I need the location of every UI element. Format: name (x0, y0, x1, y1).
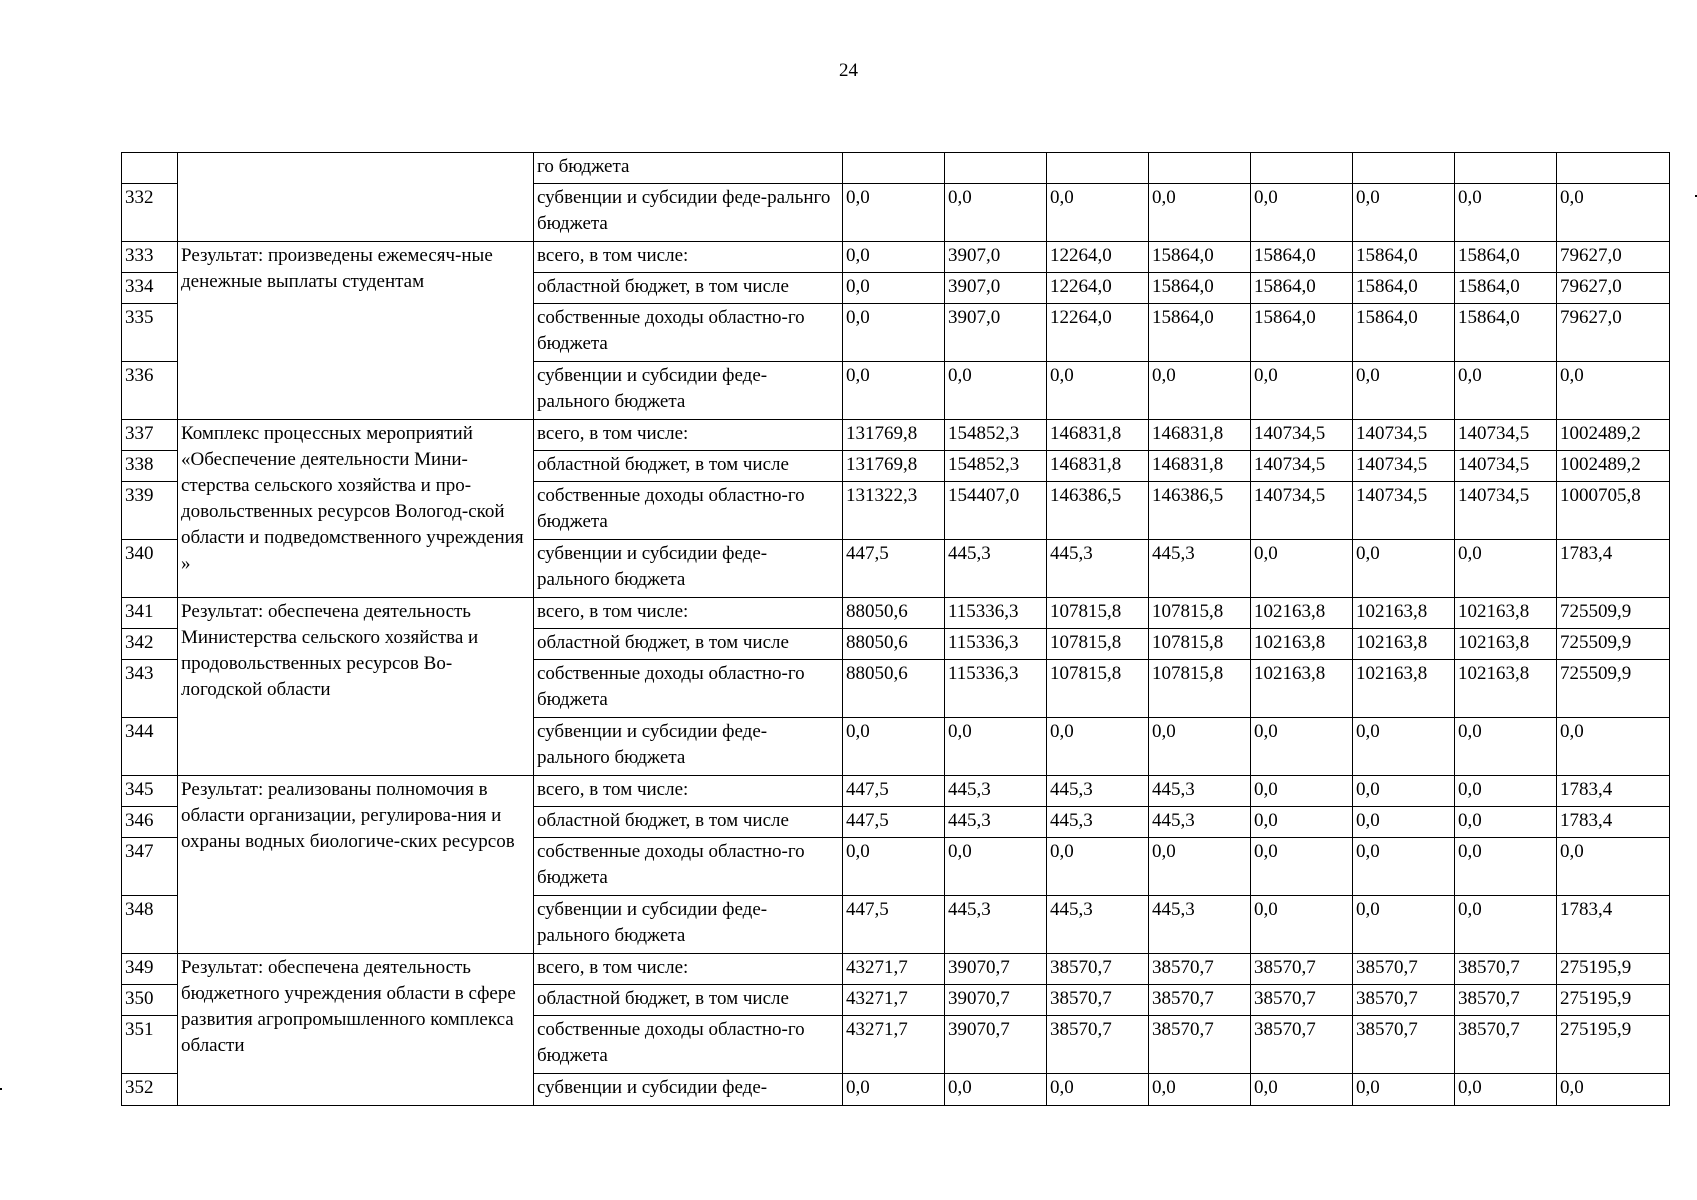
year-value-cell: 38570,7 (1047, 954, 1149, 985)
year-value-cell: 445,3 (1047, 540, 1149, 598)
year-value-cell: 102163,8 (1251, 629, 1353, 660)
total-value-cell: 0,0 (1557, 838, 1670, 896)
year-value-cell: 43271,7 (843, 954, 945, 985)
row-number: 349 (122, 954, 178, 985)
year-value-cell: 38570,7 (1149, 954, 1251, 985)
year-value-cell: 39070,7 (945, 954, 1047, 985)
table-row (122, 153, 1670, 184)
total-value-cell: 275195,9 (1557, 954, 1670, 985)
year-value-cell: 445,3 (1047, 896, 1149, 954)
year-value-cell: 15864,0 (1353, 304, 1455, 362)
total-value-cell: 1002489,2 (1557, 420, 1670, 451)
year-value-cell: 115336,3 (945, 660, 1047, 718)
row-number (122, 153, 178, 184)
year-value-cell: 445,3 (1149, 896, 1251, 954)
total-value-cell: 1783,4 (1557, 896, 1670, 954)
funding-source: областной бюджет, в том числе (534, 807, 843, 838)
total-value-cell: 725509,9 (1557, 629, 1670, 660)
year-value-cell: 140734,5 (1251, 451, 1353, 482)
total-value-cell: 79627,0 (1557, 304, 1670, 362)
result-description: Результат: произведены ежемесяч-ные денежные выплаты студентам (178, 242, 534, 420)
year-value-cell: 0,0 (1251, 718, 1353, 776)
year-value-cell: 107815,8 (1149, 660, 1251, 718)
funding-source: областной бюджет, в том числе (534, 985, 843, 1016)
year-value-cell: 140734,5 (1455, 420, 1557, 451)
year-value-cell: 445,3 (945, 807, 1047, 838)
year-value-cell: 0,0 (1149, 1074, 1251, 1106)
total-value-cell: 725509,9 (1557, 598, 1670, 629)
year-value-cell: 0,0 (1353, 184, 1455, 242)
row-number: 343 (122, 660, 178, 718)
total-value-cell: 1783,4 (1557, 776, 1670, 807)
year-value-cell: 38570,7 (1149, 985, 1251, 1016)
year-value-cell: 107815,8 (1149, 629, 1251, 660)
year-value-cell: 15864,0 (1149, 273, 1251, 304)
year-value-cell: 43271,7 (843, 1016, 945, 1074)
year-value-cell: 3907,0 (945, 242, 1047, 273)
year-value-cell (1251, 153, 1353, 184)
year-value-cell: 38570,7 (1455, 985, 1557, 1016)
year-value-cell: 102163,8 (1455, 598, 1557, 629)
year-value-cell: 88050,6 (843, 660, 945, 718)
year-value-cell: 0,0 (1251, 1074, 1353, 1106)
row-number: 340 (122, 540, 178, 598)
year-value-cell: 0,0 (1455, 1074, 1557, 1106)
year-value-cell: 0,0 (945, 1074, 1047, 1106)
year-value-cell: 0,0 (1047, 184, 1149, 242)
year-value-cell: 0,0 (1149, 362, 1251, 420)
row-number: 341 (122, 598, 178, 629)
year-value-cell: 445,3 (945, 540, 1047, 598)
funding-source: всего, в том числе: (534, 598, 843, 629)
year-value-cell: 15864,0 (1455, 304, 1557, 362)
year-value-cell: 140734,5 (1353, 451, 1455, 482)
year-value-cell: 447,5 (843, 776, 945, 807)
year-value-cell: 102163,8 (1251, 660, 1353, 718)
table-row (122, 598, 1670, 629)
row-number: 335 (122, 304, 178, 362)
funding-source: собственные доходы областно-го бюджета (534, 1016, 843, 1074)
year-value-cell: 0,0 (843, 184, 945, 242)
year-value-cell: 146831,8 (1149, 451, 1251, 482)
funding-source: субвенции и субсидии феде-рального бюджета (534, 896, 843, 954)
table-row (122, 420, 1670, 451)
year-value-cell: 0,0 (1353, 896, 1455, 954)
result-description: Результат: реализованы полномочия в области организации, регулирова-ния и охраны водных биологиче-ских ресурсов (178, 776, 534, 954)
year-value-cell: 0,0 (843, 362, 945, 420)
row-number: 342 (122, 629, 178, 660)
year-value-cell: 0,0 (1149, 718, 1251, 776)
year-value-cell: 15864,0 (1149, 304, 1251, 362)
year-value-cell: 146831,8 (1149, 420, 1251, 451)
year-value-cell: 154852,3 (945, 420, 1047, 451)
year-value-cell: 445,3 (1047, 807, 1149, 838)
year-value-cell: 88050,6 (843, 598, 945, 629)
year-value-cell: 0,0 (1455, 718, 1557, 776)
edge-mark-left (0, 1088, 2, 1090)
row-number: 337 (122, 420, 178, 451)
year-value-cell: 15864,0 (1251, 273, 1353, 304)
year-value-cell: 38570,7 (1353, 954, 1455, 985)
year-value-cell: 115336,3 (945, 629, 1047, 660)
row-number: 333 (122, 242, 178, 273)
funding-source: областной бюджет, в том числе (534, 451, 843, 482)
year-value-cell: 445,3 (1149, 540, 1251, 598)
total-value-cell: 725509,9 (1557, 660, 1670, 718)
year-value-cell: 0,0 (1353, 838, 1455, 896)
row-number: 348 (122, 896, 178, 954)
total-value-cell: 1002489,2 (1557, 451, 1670, 482)
row-number: 332 (122, 184, 178, 242)
year-value-cell: 0,0 (1455, 776, 1557, 807)
year-value-cell (945, 153, 1047, 184)
year-value-cell: 447,5 (843, 807, 945, 838)
year-value-cell: 102163,8 (1353, 660, 1455, 718)
year-value-cell: 38570,7 (1047, 1016, 1149, 1074)
table-row (122, 776, 1670, 807)
year-value-cell: 38570,7 (1455, 1016, 1557, 1074)
year-value-cell: 447,5 (843, 540, 945, 598)
budget-table (121, 152, 1670, 1106)
year-value-cell: 15864,0 (1455, 273, 1557, 304)
funding-source: субвенции и субсидии феде-рального бюджета (534, 362, 843, 420)
year-value-cell: 0,0 (945, 838, 1047, 896)
result-description: Комплекс процессных мероприятий «Обеспечение деятельности Мини-стерства сельского хозяйства и про-довольственных ресурсов Вологод-ской области и подведомственного учреждения » (178, 420, 534, 598)
year-value-cell: 131769,8 (843, 420, 945, 451)
year-value-cell: 107815,8 (1047, 598, 1149, 629)
funding-source: собственные доходы областно-го бюджета (534, 660, 843, 718)
year-value-cell: 0,0 (1353, 540, 1455, 598)
total-value-cell: 275195,9 (1557, 1016, 1670, 1074)
year-value-cell: 102163,8 (1455, 629, 1557, 660)
year-value-cell: 102163,8 (1455, 660, 1557, 718)
year-value-cell: 0,0 (1047, 838, 1149, 896)
year-value-cell: 0,0 (945, 362, 1047, 420)
year-value-cell: 0,0 (1149, 838, 1251, 896)
funding-source: областной бюджет, в том числе (534, 273, 843, 304)
row-number: 339 (122, 482, 178, 540)
year-value-cell (1455, 153, 1557, 184)
year-value-cell: 0,0 (1251, 184, 1353, 242)
year-value-cell: 0,0 (1047, 718, 1149, 776)
page-number: 24 (839, 60, 858, 81)
total-value-cell: 1783,4 (1557, 807, 1670, 838)
year-value-cell: 38570,7 (1353, 1016, 1455, 1074)
year-value-cell: 0,0 (843, 242, 945, 273)
year-value-cell: 146831,8 (1047, 420, 1149, 451)
year-value-cell: 115336,3 (945, 598, 1047, 629)
year-value-cell: 0,0 (843, 304, 945, 362)
year-value-cell: 0,0 (1455, 184, 1557, 242)
year-value-cell: 0,0 (945, 718, 1047, 776)
year-value-cell: 445,3 (945, 896, 1047, 954)
table-row (122, 242, 1670, 273)
row-number: 345 (122, 776, 178, 807)
funding-source: всего, в том числе: (534, 776, 843, 807)
year-value-cell: 131769,8 (843, 451, 945, 482)
year-value-cell: 15864,0 (1353, 273, 1455, 304)
row-number: 344 (122, 718, 178, 776)
funding-source: го бюджета (534, 153, 843, 184)
year-value-cell: 0,0 (1251, 362, 1353, 420)
year-value-cell: 445,3 (1149, 807, 1251, 838)
row-number: 346 (122, 807, 178, 838)
year-value-cell: 140734,5 (1251, 420, 1353, 451)
year-value-cell: 0,0 (1455, 362, 1557, 420)
year-value-cell: 38570,7 (1455, 954, 1557, 985)
year-value-cell: 0,0 (1251, 776, 1353, 807)
year-value-cell: 445,3 (1149, 776, 1251, 807)
year-value-cell: 0,0 (1251, 896, 1353, 954)
funding-source: областной бюджет, в том числе (534, 629, 843, 660)
year-value-cell: 38570,7 (1251, 1016, 1353, 1074)
year-value-cell: 38570,7 (1251, 954, 1353, 985)
year-value-cell: 107815,8 (1047, 629, 1149, 660)
year-value-cell: 0,0 (1251, 807, 1353, 838)
total-value-cell: 1000705,8 (1557, 482, 1670, 540)
year-value-cell: 15864,0 (1251, 242, 1353, 273)
year-value-cell: 88050,6 (843, 629, 945, 660)
year-value-cell: 0,0 (1353, 362, 1455, 420)
year-value-cell: 15864,0 (1149, 242, 1251, 273)
year-value-cell: 3907,0 (945, 273, 1047, 304)
year-value-cell: 102163,8 (1353, 629, 1455, 660)
row-number: 351 (122, 1016, 178, 1074)
year-value-cell: 0,0 (1149, 184, 1251, 242)
row-number: 338 (122, 451, 178, 482)
row-number: 352 (122, 1074, 178, 1106)
year-value-cell: 3907,0 (945, 304, 1047, 362)
year-value-cell: 43271,7 (843, 985, 945, 1016)
result-description (178, 153, 534, 242)
year-value-cell: 140734,5 (1455, 451, 1557, 482)
row-number: 336 (122, 362, 178, 420)
year-value-cell: 0,0 (1353, 1074, 1455, 1106)
year-value-cell: 146386,5 (1149, 482, 1251, 540)
year-value-cell: 154852,3 (945, 451, 1047, 482)
year-value-cell: 12264,0 (1047, 304, 1149, 362)
funding-source: субвенции и субсидии феде-рального бюджета (534, 540, 843, 598)
year-value-cell (1353, 153, 1455, 184)
year-value-cell: 146386,5 (1047, 482, 1149, 540)
result-description: Результат: обеспечена деятельность Министерства сельского хозяйства и продовольственных ресурсов Во-логодской области (178, 598, 534, 776)
year-value-cell: 15864,0 (1455, 242, 1557, 273)
year-value-cell: 140734,5 (1251, 482, 1353, 540)
total-value-cell: 0,0 (1557, 184, 1670, 242)
year-value-cell: 15864,0 (1353, 242, 1455, 273)
total-value-cell: 275195,9 (1557, 985, 1670, 1016)
funding-source: всего, в том числе: (534, 420, 843, 451)
row-number: 347 (122, 838, 178, 896)
year-value-cell: 131322,3 (843, 482, 945, 540)
year-value-cell: 0,0 (843, 838, 945, 896)
funding-source: собственные доходы областно-го бюджета (534, 838, 843, 896)
year-value-cell: 0,0 (1455, 838, 1557, 896)
year-value-cell (1149, 153, 1251, 184)
year-value-cell: 0,0 (843, 718, 945, 776)
year-value-cell: 12264,0 (1047, 242, 1149, 273)
year-value-cell: 0,0 (1047, 362, 1149, 420)
year-value-cell: 0,0 (1455, 896, 1557, 954)
year-value-cell: 38570,7 (1149, 1016, 1251, 1074)
budget-table-body (122, 153, 1670, 1106)
year-value-cell: 140734,5 (1455, 482, 1557, 540)
year-value-cell: 0,0 (843, 273, 945, 304)
year-value-cell (1047, 153, 1149, 184)
year-value-cell: 447,5 (843, 896, 945, 954)
year-value-cell: 12264,0 (1047, 273, 1149, 304)
year-value-cell: 39070,7 (945, 1016, 1047, 1074)
funding-source: субвенции и субсидии феде- (534, 1074, 843, 1106)
year-value-cell: 154407,0 (945, 482, 1047, 540)
year-value-cell: 140734,5 (1353, 482, 1455, 540)
row-number: 334 (122, 273, 178, 304)
year-value-cell: 38570,7 (1047, 985, 1149, 1016)
year-value-cell: 445,3 (945, 776, 1047, 807)
funding-source: собственные доходы областно-го бюджета (534, 482, 843, 540)
year-value-cell: 0,0 (1353, 776, 1455, 807)
year-value-cell: 0,0 (1353, 718, 1455, 776)
funding-source: субвенции и субсидии феде-ральнго бюджета (534, 184, 843, 242)
year-value-cell: 0,0 (1455, 807, 1557, 838)
year-value-cell: 38570,7 (1353, 985, 1455, 1016)
total-value-cell: 0,0 (1557, 362, 1670, 420)
funding-source: всего, в том числе: (534, 954, 843, 985)
funding-source: всего, в том числе: (534, 242, 843, 273)
total-value-cell: 0,0 (1557, 1074, 1670, 1106)
year-value-cell: 0,0 (1251, 838, 1353, 896)
total-value-cell: 0,0 (1557, 718, 1670, 776)
funding-source: собственные доходы областно-го бюджета (534, 304, 843, 362)
year-value-cell: 0,0 (945, 184, 1047, 242)
funding-source: субвенции и субсидии феде-рального бюджета (534, 718, 843, 776)
year-value-cell: 0,0 (1251, 540, 1353, 598)
year-value-cell: 0,0 (1047, 1074, 1149, 1106)
year-value-cell (843, 153, 945, 184)
total-value-cell: 1783,4 (1557, 540, 1670, 598)
year-value-cell: 38570,7 (1251, 985, 1353, 1016)
year-value-cell: 0,0 (1353, 807, 1455, 838)
total-value-cell: 79627,0 (1557, 273, 1670, 304)
year-value-cell: 15864,0 (1251, 304, 1353, 362)
year-value-cell: 445,3 (1047, 776, 1149, 807)
year-value-cell: 107815,8 (1149, 598, 1251, 629)
year-value-cell: 102163,8 (1353, 598, 1455, 629)
year-value-cell: 140734,5 (1353, 420, 1455, 451)
year-value-cell: 146831,8 (1047, 451, 1149, 482)
total-value-cell (1557, 153, 1670, 184)
total-value-cell: 79627,0 (1557, 242, 1670, 273)
year-value-cell: 39070,7 (945, 985, 1047, 1016)
year-value-cell: 0,0 (1455, 540, 1557, 598)
table-row (122, 954, 1670, 985)
result-description: Результат: обеспечена деятельность бюджетного учреждения области в сфере развития агропромышленного комплекса области (178, 954, 534, 1106)
year-value-cell: 102163,8 (1251, 598, 1353, 629)
row-number: 350 (122, 985, 178, 1016)
year-value-cell: 0,0 (843, 1074, 945, 1106)
year-value-cell: 107815,8 (1047, 660, 1149, 718)
